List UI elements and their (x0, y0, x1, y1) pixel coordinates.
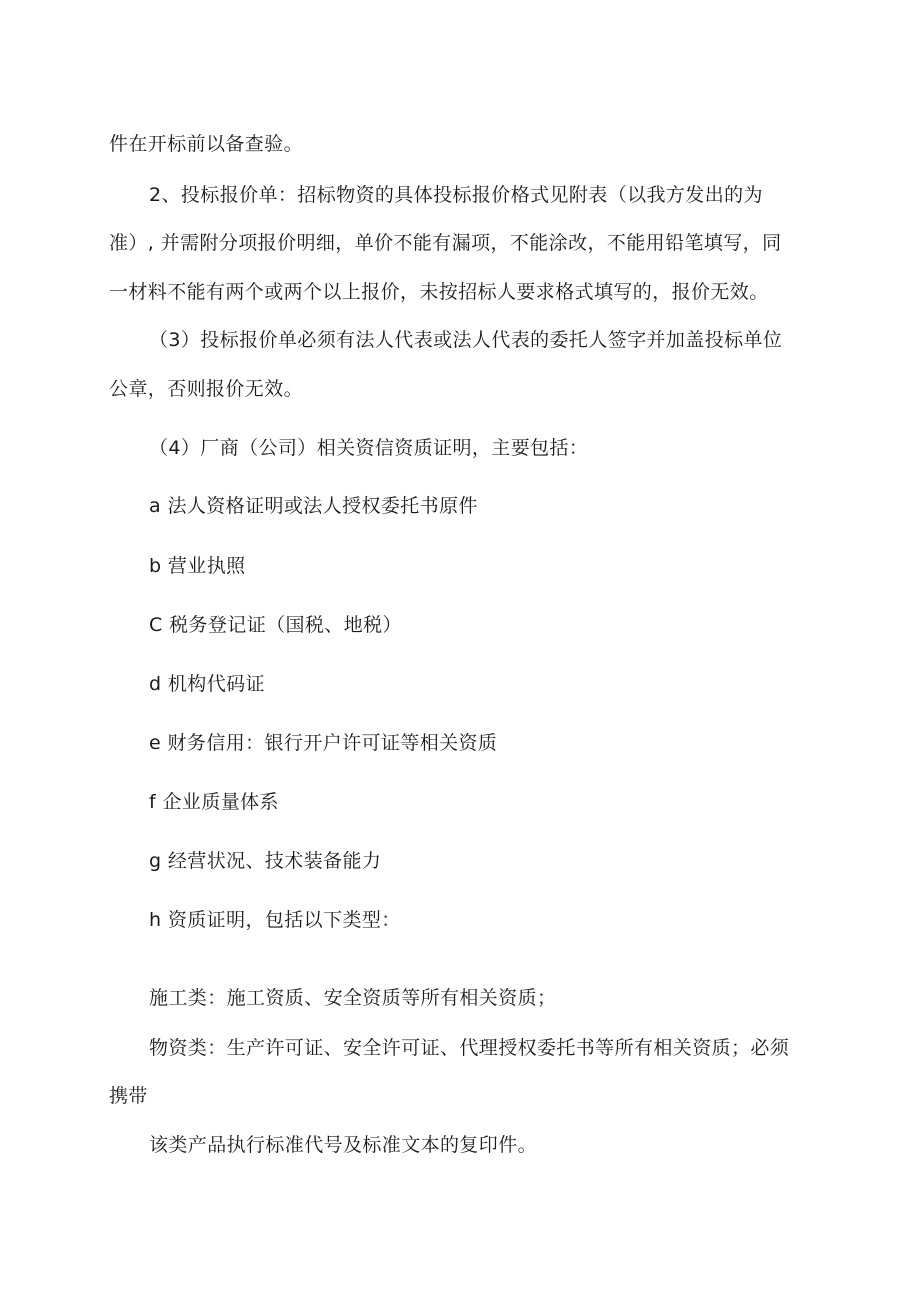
list-item-c: C 税务登记证（国税、地税） (149, 614, 402, 636)
item-3-signature-line-1: （3）投标报价单必须有法人代表或法人代表的委托人签字并加盖投标单位 (149, 329, 783, 351)
materials-category-line-1: 物资类：生产许可证、安全许可证、代理授权委托书等所有相关资质；必须 (149, 1037, 790, 1059)
list-item-a: a 法人资格证明或法人授权委托书原件 (149, 495, 478, 517)
item-2-bid-quotation-line-3: 一材料不能有两个或两个以上报价，未按招标人要求格式填写的，报价无效。 (109, 281, 769, 303)
item-3-signature-line-2: 公章，否则报价无效。 (109, 378, 304, 400)
materials-category-line-2: 携带 (109, 1085, 148, 1107)
standards-copy-line: 该类产品执行标准代号及标准文本的复印件。 (149, 1134, 538, 1156)
list-item-d: d 机构代码证 (149, 673, 265, 695)
list-item-f: f 企业质量体系 (149, 791, 279, 813)
item-2-bid-quotation-line-1: 2、投标报价单：招标物资的具体投标报价格式见附表（以我方发出的为 (149, 184, 763, 206)
list-item-g: g 经营状况、技术装备能力 (149, 850, 382, 872)
paragraph-continuation-line: 件在开标前以备查验。 (109, 133, 304, 155)
list-item-h: h 资质证明，包括以下类型： (149, 909, 401, 931)
item-4-credentials-heading: （4）厂商（公司）相关资信资质证明，主要包括： (149, 437, 589, 459)
list-item-e: e 财务信用：银行开户许可证等相关资质 (149, 732, 498, 754)
construction-category-line: 施工类：施工资质、安全资质等所有相关资质； (149, 987, 557, 1009)
list-item-b: b 营业执照 (149, 555, 246, 577)
item-2-bid-quotation-line-2: 准）, 并需附分项报价明细，单价不能有漏项，不能涂改，不能用铅笔填写，同 (109, 232, 782, 254)
